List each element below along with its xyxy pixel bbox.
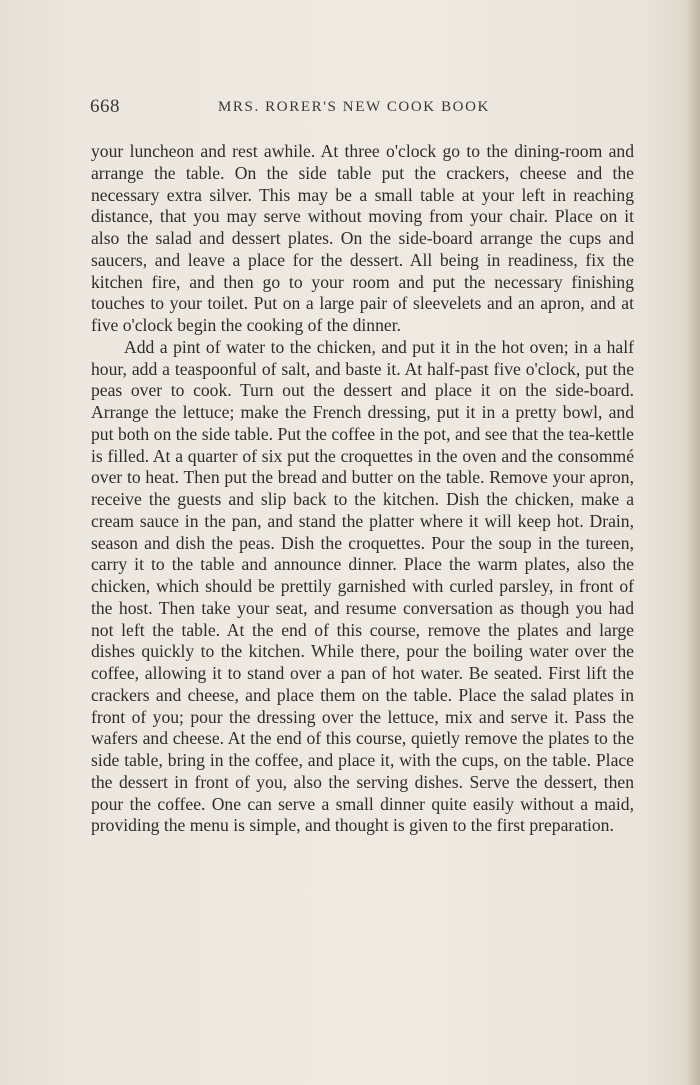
paragraph-dinner-instructions: Add a pint of water to the chicken, and put it in the hot oven; in a half hour, add a teaspoonful of salt, and baste it. At half-past five o'clock, put the peas over to cook. Turn out the dessert and place it on the side-board. Arrange the lettuce; make the French dressing, put it in a pretty bowl, and put both on the side table. Put the coffee in the pot, and see that the tea-kettle is filled. At a quarter of six put the croquettes in the oven and the consommé over to heat. Then put the bread and butter on the table. Remove your apron, receive the guests and slip back to the kitchen. Dish the chicken, make a cream sauce in the pan, and stand the platter where it will keep hot. Drain, season and dish the peas. Dish the croquettes. Pour the soup in the tureen, carry it to the table and announce dinner. Place the warm plates, also the chicken, which should be prettily garnished with curled parsley, in front of the host. Then take your seat, and resume conversation as though you had not left the table. At the end of this course, remove the plates and large dishes quickly to the kitchen. While there, pour the boiling water over the coffee, allowing it to stand over a pan of hot water. Be seated. First lift the crackers and cheese, and place them on the table. Place the salad plates in front of you; pour the dressing over the lettuce, mix and serve it. Pass the wafers and cheese. At the end of this course, quietly remove the plates to the side table, bring in the coffee, and place it, with the cups, on the table. Place the dessert in front of you, also the serving dishes. Serve the dessert, then pour the coffee. One can serve a small dinner quite easily without a maid, providing the menu is simple, and thought is given to the first preparation. <box>91 336 634 836</box>
paragraph-continued: your luncheon and rest awhile. At three o'clock go to the dining-room and arrange the table. On the side table put the crackers, cheese and the necessary extra silver. This may be a small table at your left in reaching distance, that you may serve without moving from your chair. Place on it also the salad and dessert plates. On the side-board arrange the cups and saucers, and leave a place for the dessert. All being in readiness, fix the kitchen fire, and then go to your room and put the necessary finishing touches to your toilet. Put on a large pair of sleevelets and an apron, and at five o'clock begin the cooking of the dinner. <box>91 141 634 335</box>
page-edge-shadow <box>686 0 700 1085</box>
running-head <box>90 96 635 120</box>
body-text <box>91 141 634 837</box>
book-title: MRS. RORER'S NEW COOK BOOK <box>218 99 490 115</box>
page-number: 668 <box>90 96 120 117</box>
